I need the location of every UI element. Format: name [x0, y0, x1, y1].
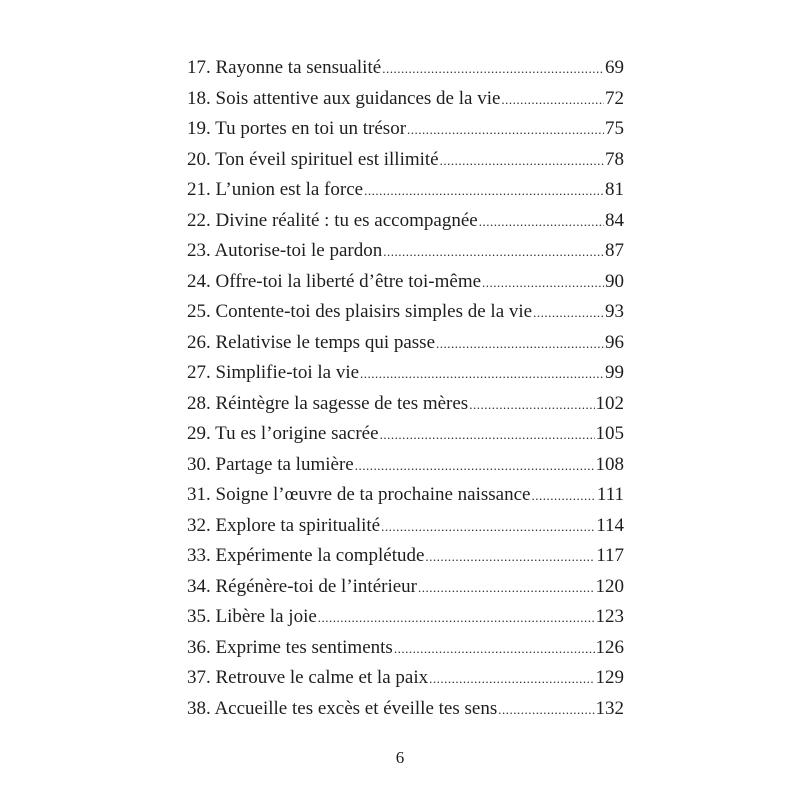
- toc-entry-page: 69: [605, 57, 624, 78]
- toc-entry-title: 25. Contente-toi des plaisirs simples de la vie: [187, 301, 533, 322]
- toc-entry-page: 75: [605, 118, 624, 139]
- toc-entry-page: 129: [595, 667, 624, 688]
- toc-entry-page: 93: [605, 301, 624, 322]
- toc-entry-title: 19. Tu portes en toi un trésor: [187, 118, 407, 139]
- toc-entry-28: [187, 389, 624, 420]
- toc-entry-page: 117: [596, 545, 624, 566]
- toc-entry-20: [187, 145, 624, 176]
- toc-entry-21: [187, 175, 624, 206]
- toc-entry-27: [187, 358, 624, 389]
- toc-dot-leader: [479, 207, 604, 238]
- toc-entry-title: 32. Explore ta spiritualité: [187, 514, 381, 536]
- toc-dot-leader: [381, 512, 595, 543]
- toc-dot-leader: [382, 54, 604, 85]
- page-number: 6: [395, 748, 405, 767]
- toc-entry-title: 22. Divine réalité : tu es accompagnée: [187, 209, 478, 231]
- toc-entry-title: 17. Rayonne ta sensualité: [187, 57, 382, 78]
- toc-dot-leader: [533, 298, 604, 329]
- toc-entry-title: 18. Sois attentive aux guidances de la vie: [187, 87, 501, 109]
- toc-entry-26: [187, 328, 624, 359]
- toc-entry-18: [187, 84, 624, 115]
- toc-entry-title: 20. Ton éveil spirituel est illimité: [187, 148, 439, 170]
- toc-entry-33: [187, 541, 624, 572]
- toc-dot-leader: [436, 329, 604, 360]
- toc-entry-page: 96: [605, 331, 624, 353]
- toc-dot-leader: [440, 146, 604, 177]
- toc-entry-24: [187, 267, 624, 298]
- toc-dot-leader: [364, 176, 604, 207]
- toc-entry-30: [187, 450, 624, 481]
- toc-entry-page: 78: [605, 148, 624, 170]
- toc-entry-23: [187, 236, 624, 267]
- toc-entry-35: [187, 602, 624, 633]
- toc-entry-title: 31. Soigne l’œuvre de ta prochaine naissance: [187, 484, 531, 505]
- toc-dot-leader: [318, 603, 595, 634]
- toc-entry-34: [187, 572, 624, 603]
- toc-entry-29: [187, 419, 624, 450]
- toc-entry-title: 35. Libère la joie: [187, 606, 317, 627]
- table-of-contents: [187, 53, 624, 724]
- toc-dot-leader: [418, 573, 594, 604]
- toc-entry-page: 84: [605, 209, 624, 231]
- toc-dot-leader: [383, 237, 604, 268]
- toc-entry-page: 111: [596, 484, 624, 505]
- toc-entry-page: 114: [596, 514, 624, 536]
- toc-entry-title: 29. Tu es l’origine sacrée: [187, 423, 379, 444]
- toc-entry-title: 24. Offre-toi la liberté d’être toi-même: [187, 270, 482, 292]
- toc-dot-leader: [380, 420, 595, 451]
- toc-entry-page: 132: [595, 697, 624, 719]
- toc-entry-page: 126: [595, 636, 624, 658]
- toc-entry-22: [187, 206, 624, 237]
- toc-dot-leader: [531, 481, 595, 512]
- toc-entry-title: 33. Expérimente la complétude: [187, 545, 425, 566]
- toc-dot-leader: [482, 268, 604, 299]
- toc-dot-leader: [501, 85, 604, 116]
- toc-entry-title: 27. Simplifie-toi la vie: [187, 362, 360, 383]
- toc-entry-32: [187, 511, 624, 542]
- toc-entry-title: 38. Accueille tes excès et éveille tes sens: [187, 697, 498, 719]
- toc-entry-page: 108: [595, 453, 624, 475]
- toc-entry-page: 87: [605, 240, 624, 261]
- toc-entry-title: 37. Retrouve le calme et la paix: [187, 667, 429, 688]
- toc-dot-leader: [469, 390, 594, 421]
- toc-entry-17: [187, 53, 624, 84]
- toc-entry-31: [187, 480, 624, 511]
- toc-entry-page: 81: [605, 179, 624, 200]
- toc-entry-title: 34. Régénère-toi de l’intérieur: [187, 575, 418, 597]
- toc-dot-leader: [429, 664, 594, 695]
- toc-entry-19: [187, 114, 624, 145]
- toc-entry-title: 36. Exprime tes sentiments: [187, 636, 393, 658]
- toc-entry-title: 28. Réintègre la sagesse de tes mères: [187, 392, 469, 414]
- toc-entry-page: 72: [605, 87, 624, 109]
- toc-entry-title: 26. Relativise le temps qui passe: [187, 331, 436, 353]
- toc-entry-page: 99: [605, 362, 624, 383]
- toc-dot-leader: [394, 634, 595, 665]
- toc-dot-leader: [498, 695, 594, 726]
- toc-entry-25: [187, 297, 624, 328]
- toc-entry-page: 105: [595, 423, 624, 444]
- toc-entry-page: 102: [595, 392, 624, 414]
- toc-entry-page: 90: [605, 270, 624, 292]
- toc-entry-title: 23. Autorise-toi le pardon: [187, 240, 383, 261]
- toc-dot-leader: [360, 359, 604, 390]
- toc-entry-38: [187, 694, 624, 725]
- toc-entry-title: 30. Partage ta lumière: [187, 453, 354, 475]
- toc-entry-36: [187, 633, 624, 664]
- toc-dot-leader: [355, 451, 595, 482]
- toc-entry-title: 21. L’union est la force: [187, 179, 364, 200]
- toc-entry-page: 123: [595, 606, 624, 627]
- toc-entry-37: [187, 663, 624, 694]
- toc-dot-leader: [425, 542, 595, 573]
- toc-entry-page: 120: [595, 575, 624, 597]
- toc-dot-leader: [407, 115, 604, 146]
